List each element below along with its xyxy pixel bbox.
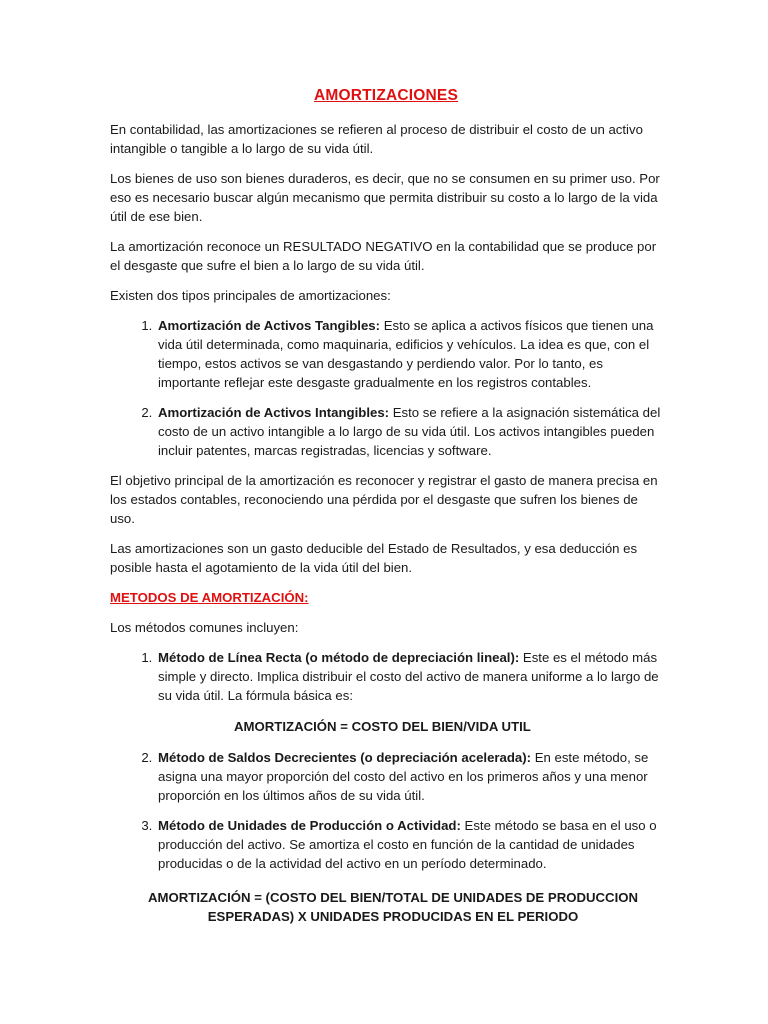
formula-unidades-produccion xyxy=(110,888,662,926)
methods-list xyxy=(110,648,662,873)
text-intangibles: Esto se refiere a la asignación sistemática del costo de un activo intangible a lo largo de su vida útil. Los activos intangibles pueden incluir patentes, marcas registradas, licencias y software. xyxy=(158,405,661,458)
text-tangibles: Esto se aplica a activos físicos que tienen una vida útil determinada, como maquinaria, edificios y vehículos. La idea es que, con el tiempo, estos activos se van desgastando y perdiendo valor. Por lo tanto, es importante reflejar este desgaste gradualmente en los registros contables. xyxy=(158,318,654,390)
text-saldos-decrecientes: En este método, se asigna una mayor proporción del costo del activo en los primeros años y una menor proporción en los últimos años de su vida útil. xyxy=(158,750,649,803)
list-item-tangibles xyxy=(156,316,662,392)
term-intangibles: Amortización de Activos Intangibles: xyxy=(158,405,390,420)
document-title: AMORTIZACIONES xyxy=(313,87,459,104)
formula-linea-recta: AMORTIZACIÓN = COSTO DEL BIEN/VIDA UTIL xyxy=(234,719,531,734)
formula-unidades-line-2: ESPERADAS) X UNIDADES PRODUCIDAS EN EL PERIODO xyxy=(207,909,579,924)
paragraph-resultado-negativo: La amortización reconoce un RESULTADO NEGATIVO en la contabilidad que se produce por el desgaste que sufre el bien a lo largo de su vida útil. xyxy=(110,239,657,273)
methods-intro: Los métodos comunes incluyen: xyxy=(110,620,299,635)
text-linea-recta: Este es el método más simple y directo. Implica distribuir el costo del activo de manera uniforme a lo largo de su vida útil. La fórmula básica es: xyxy=(158,650,659,703)
list-item-linea-recta xyxy=(156,648,662,736)
paragraph-bienes-de-uso: Los bienes de uso son bienes duraderos, es decir, que no se consumen en su primer uso. Por eso es necesario buscar algún mecanismo que permita distribuir su costo a lo largo de la vida útil de ese bien. xyxy=(110,171,660,224)
paragraph-intro: En contabilidad, las amortizaciones se refieren al proceso de distribuir el costo de un activo intangible o tangible a lo largo de su vida útil. xyxy=(110,122,643,156)
paragraph-gasto-deducible: Las amortizaciones son un gasto deducible del Estado de Resultados, y esa deducción es posible hasta el agotamiento de la vida útil del bien. xyxy=(110,541,638,575)
list-item-intangibles xyxy=(156,403,662,460)
term-linea-recta: Método de Línea Recta (o método de depreciación lineal): xyxy=(158,650,520,665)
list-item-saldos-decrecientes xyxy=(156,748,662,805)
list-item-unidades-produccion xyxy=(156,816,662,873)
paragraph-tipos-intro: Existen dos tipos principales de amortizaciones: xyxy=(110,288,391,303)
paragraph-objetivo: El objetivo principal de la amortización es reconocer y registrar el gasto de manera precisa en los estados contables, reconociendo una pérdida por el desgaste que sufren los bienes de uso. xyxy=(110,473,658,526)
amortization-types-list xyxy=(110,316,662,460)
term-tangibles: Amortización de Activos Tangibles: xyxy=(158,318,381,333)
term-unidades-produccion: Método de Unidades de Producción o Actividad: xyxy=(158,818,461,833)
term-saldos-decrecientes: Método de Saldos Decrecientes (o depreciación acelerada): xyxy=(158,750,532,765)
formula-unidades-line-1: AMORTIZACIÓN = (COSTO DEL BIEN/TOTAL DE UNIDADES DE PRODUCCION xyxy=(147,890,639,905)
text-unidades-produccion: Este método se basa en el uso o producción del activo. Se amortiza el costo en función de la cantidad de unidades producidas o de la actividad del activo en un período determinado. xyxy=(158,818,657,871)
methods-heading: METODOS DE AMORTIZACIÓN: xyxy=(110,590,309,605)
